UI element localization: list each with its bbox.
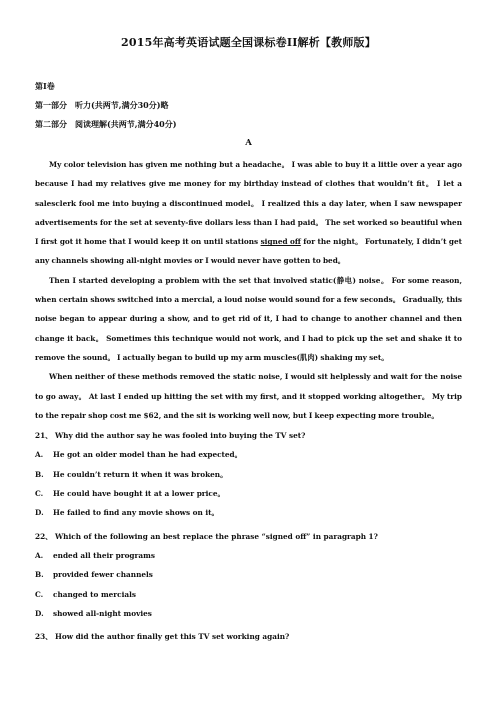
question-21-option-c	[35, 484, 462, 503]
option-letter: A.	[35, 450, 44, 460]
passage-paragraph-3: When neither of these methods removed the static noise, I would sit helplessly and wait for the noise to go away。 At last I ended up hitting the set with my first, and it stopped working altogether。 My trip to the repair shop cost me $62, and the sit is working well now, but I keep expecting more trouble。	[35, 372, 462, 420]
passage-paragraph-1	[35, 155, 462, 271]
option-letter: C.	[35, 589, 44, 599]
question-22-option-d	[35, 604, 462, 623]
passage-label: A	[245, 138, 252, 148]
question-21-option-d	[35, 503, 462, 522]
option-letter: A.	[35, 550, 44, 560]
question-23-stem: 23、 How did the author finally get this TV set working again?	[35, 632, 290, 642]
option-text: He couldn’t return it when it was broken。	[53, 469, 228, 479]
paragraph-1-text-after: for the night。 Fortunately, I didn’t get any channels showing all-night movies or I would never have gotten to bed。	[35, 237, 462, 266]
question-list	[35, 426, 462, 646]
option-text: showed all-night movies	[53, 608, 152, 618]
option-text: He got an older model than he had expected。	[53, 450, 242, 460]
document-title: 2015年高考英语试题全国课标卷II解析【教师版】	[121, 36, 376, 49]
part-two-heading: 第二部分 阅读理解(共两节,满分40分)	[35, 119, 177, 129]
volume-label: 第I卷	[35, 81, 55, 91]
question-22-option-c	[35, 585, 462, 604]
option-text: He could have bought it at a lower price。	[53, 489, 225, 499]
option-text: ended all their programs	[53, 550, 155, 560]
question-21-option-b	[35, 465, 462, 484]
question-21-option-a	[35, 445, 462, 464]
option-text: changed to mercials	[53, 589, 136, 599]
option-letter: C.	[35, 489, 44, 499]
question-21-stem: 21、 Why did the author say he was fooled into buying the TV set?	[35, 431, 306, 441]
part-one-heading: 第一部分 听力(共两节,满分30分)略	[35, 100, 169, 110]
option-text: He failed to find any movie shows on it。	[53, 508, 219, 518]
underlined-phrase-signed-off: signed off	[260, 237, 301, 247]
option-text: provided fewer channels	[53, 570, 153, 580]
paragraph-1-text-before: My color television has given me nothing but a headache。 I was able to buy it a little over a year ago because I had my relatives give me money for my birthday instead of clothes that wouldn’t fit。 I let a salesclerk fool me into buying a discontinued model。 I realized this a day later, when I saw newspaper advertisements for the set at seventy-five dollars less than I had paid。 The set worked so beautiful when I first got it home that I would keep it on until stations	[35, 160, 462, 247]
option-letter: D.	[35, 508, 44, 518]
question-22-stem: 22、 Which of the following an best replace the phrase “signed off” in paragraph 1?	[35, 531, 378, 541]
option-letter: B.	[35, 469, 44, 479]
question-22-option-a	[35, 546, 462, 565]
option-letter: B.	[35, 570, 44, 580]
question-22-option-b	[35, 565, 462, 584]
option-letter: D.	[35, 608, 44, 618]
passage-paragraph-2: Then I started developing a problem with the set that involved static(静电) noise。 For some reason, when certain shows switched into a mercial, a loud noise would sound for a few seconds。 Gradually, this noise began to appear during a show, and to get rid of it, I had to change to another channel and then change it back。 Sometimes this technique would not work, and I had to pick up the set and shake it to remove the sound。 I actually began to build up my arm muscles(肌肉) shaking my set。	[35, 275, 462, 362]
